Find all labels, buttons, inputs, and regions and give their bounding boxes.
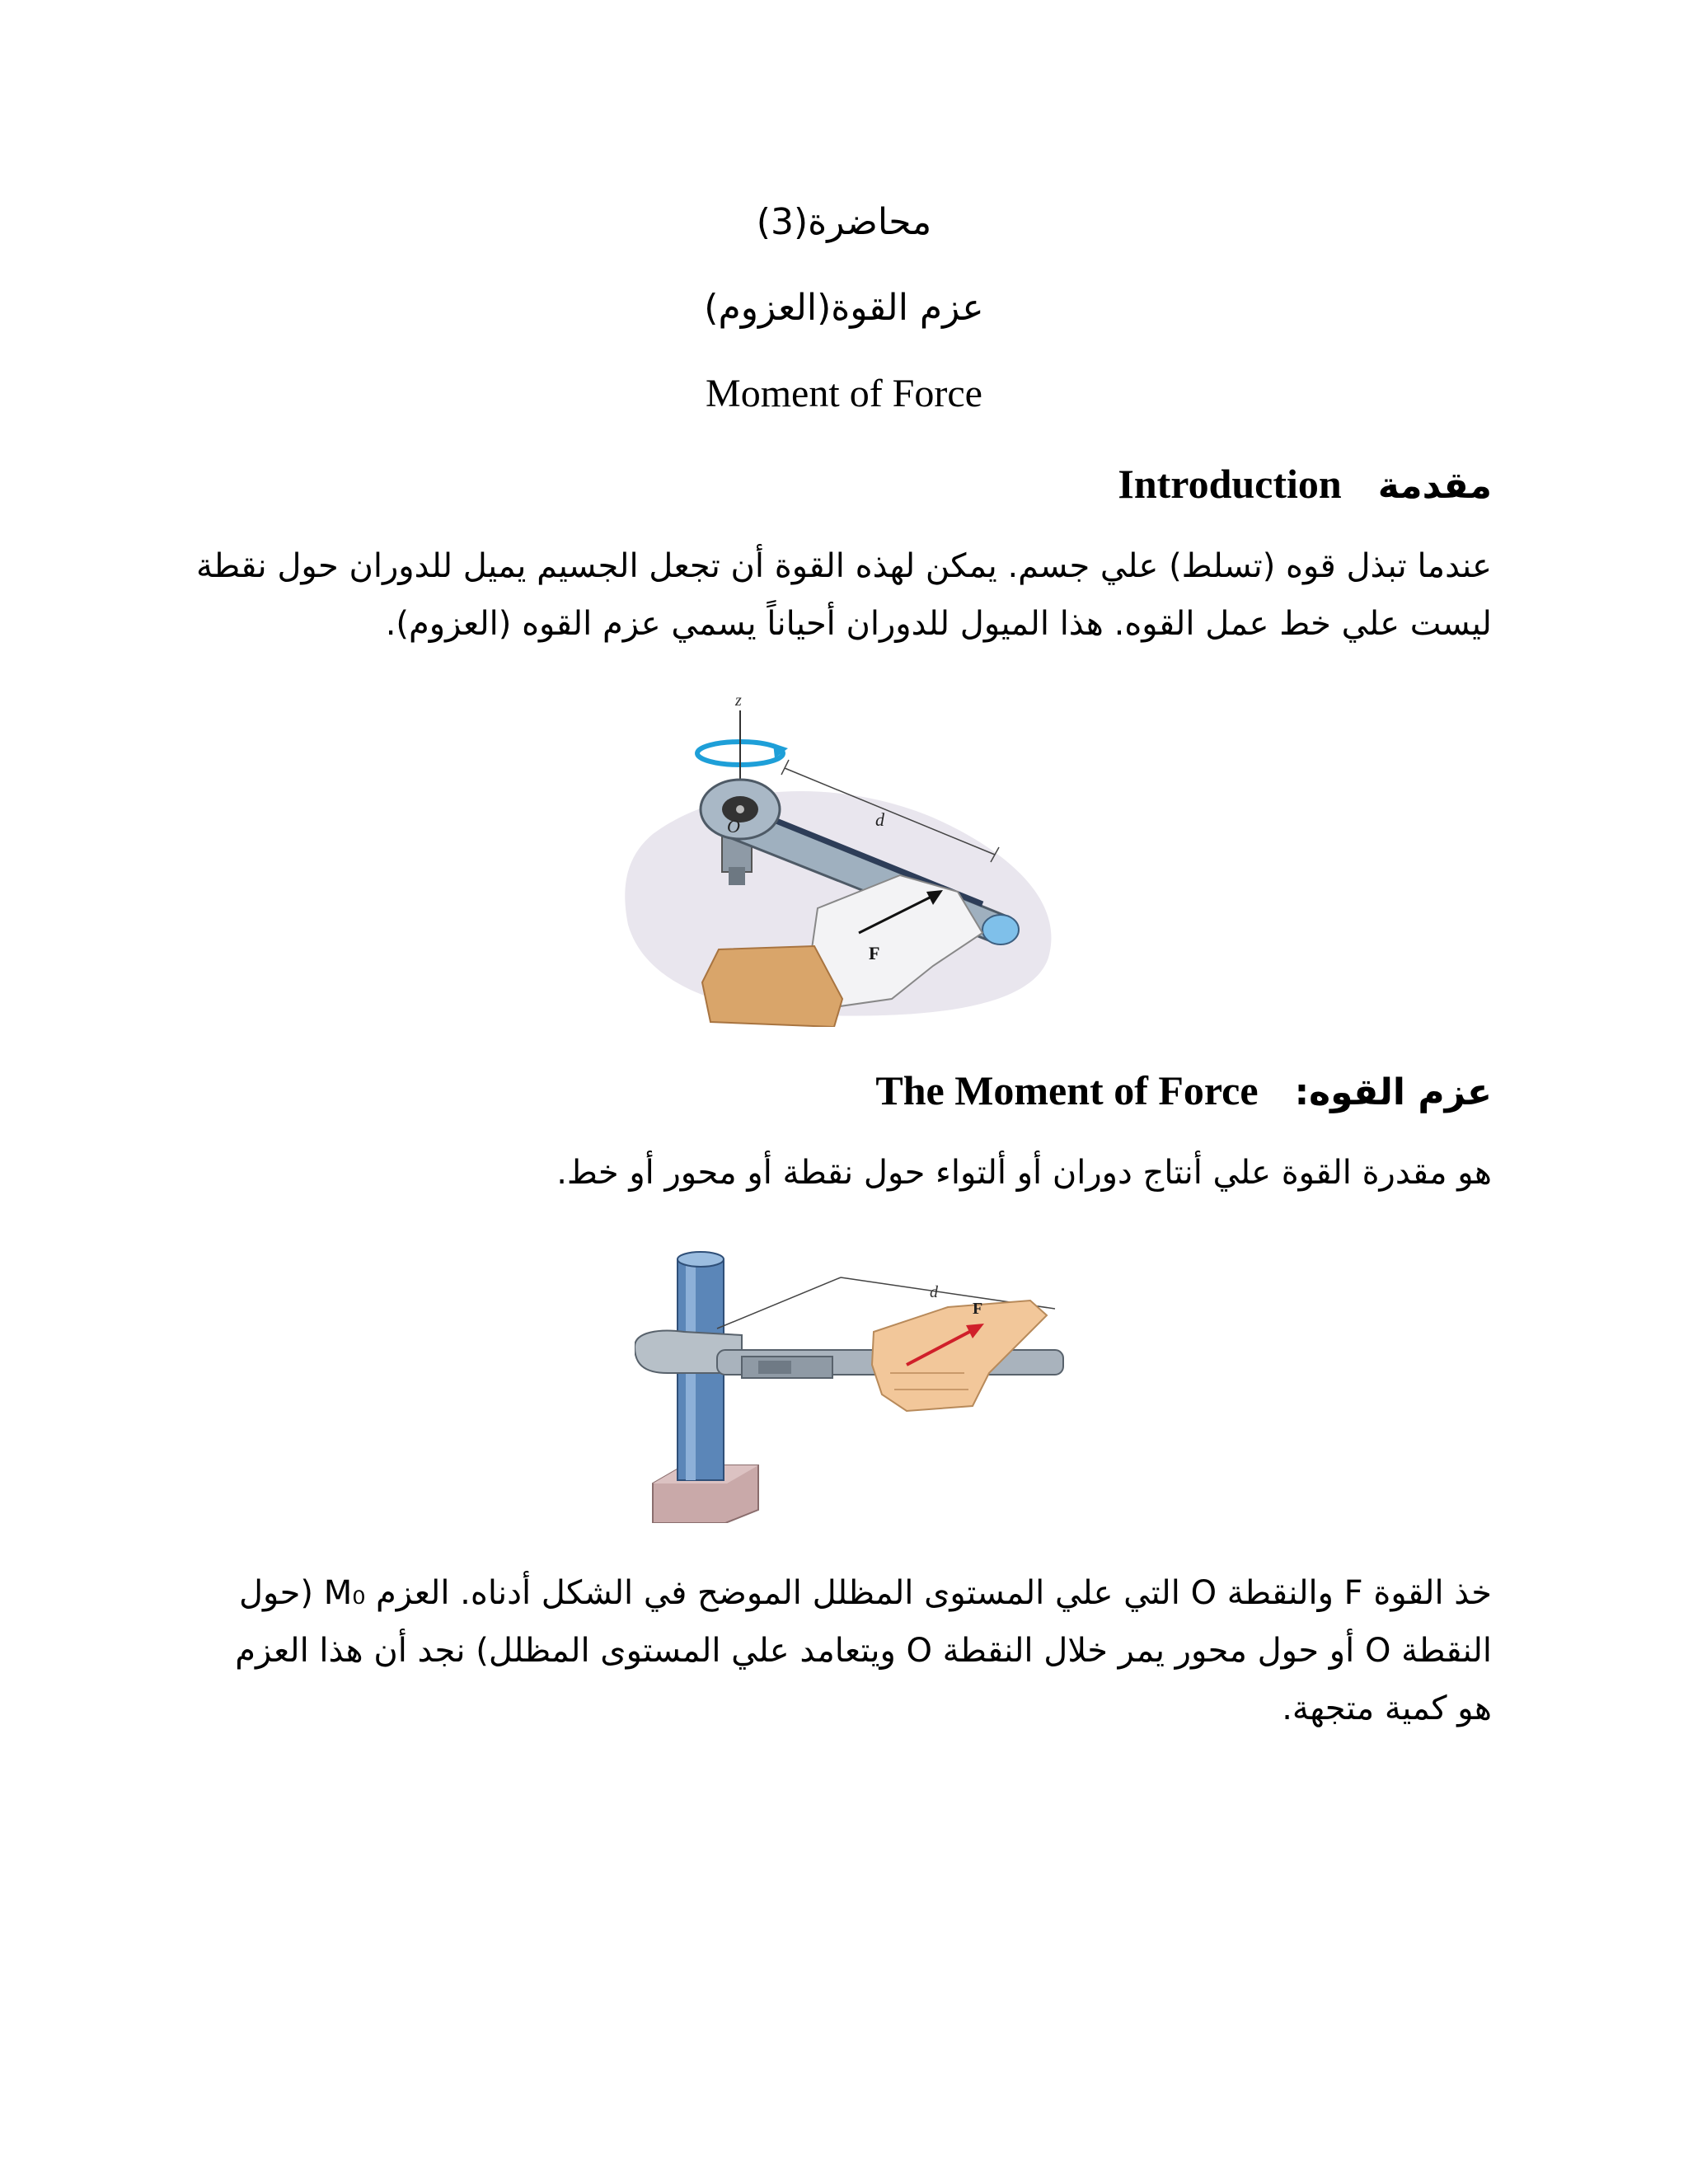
intro-paragraph xyxy=(190,537,1492,653)
intro-heading xyxy=(1118,458,1492,512)
title-english: Moment of Force xyxy=(706,372,982,415)
moment-heading-english: The Moment of Force xyxy=(875,1067,1259,1113)
moment-heading-arabic: عزم القوه: xyxy=(1294,1071,1492,1113)
forearm xyxy=(702,946,842,1027)
force-f-label: F xyxy=(973,1300,983,1318)
distance-d-label: d xyxy=(875,809,884,830)
moment-heading xyxy=(875,1065,1492,1118)
vector-line-2: النقطة O أو حول محور يمر خلال النقطة O ويتعامد علي المستوى المظلل) نجد أن هذا العزم xyxy=(235,1632,1492,1670)
intro-line-1: عندما تبذل قوه (تسلط) علي جسم. يمكن لهذه القوة أن تجعل الجسيم يميل للدوران حول نقطة xyxy=(195,547,1492,585)
title-arabic: عزم القوة(العزوم) xyxy=(704,287,984,329)
wrench-bolt-figure xyxy=(620,686,1075,1027)
vector-line-3: هو كمية متجهة. xyxy=(1282,1690,1492,1727)
vector-line-1: خذ القوة F والنقطة O التي علي المستوى المظلل الموضح في الشكل أدناه. العزم M₀ (حول xyxy=(238,1574,1492,1612)
force-f-label: F xyxy=(869,943,880,963)
distance-d-label: d xyxy=(930,1283,938,1301)
lecture-number: محاضرة(3) xyxy=(756,201,932,243)
intro-heading-arabic: مقدمة xyxy=(1377,465,1492,507)
moment-definition: هو مقدرة القوة علي أنتاج دوران أو ألتواء حول نقطة أو محور أو خط. xyxy=(556,1154,1492,1192)
z-axis-label: z xyxy=(735,691,742,710)
intro-heading-english: Introduction xyxy=(1118,461,1342,507)
pipe-wrench-figure xyxy=(635,1249,1071,1523)
point-o-label: O xyxy=(727,816,740,837)
vector-paragraph xyxy=(190,1564,1492,1737)
intro-line-2: ليست علي خط عمل القوه. هذا الميول للدوران أحياناً يسمي عزم القوه (العزوم). xyxy=(385,605,1492,643)
